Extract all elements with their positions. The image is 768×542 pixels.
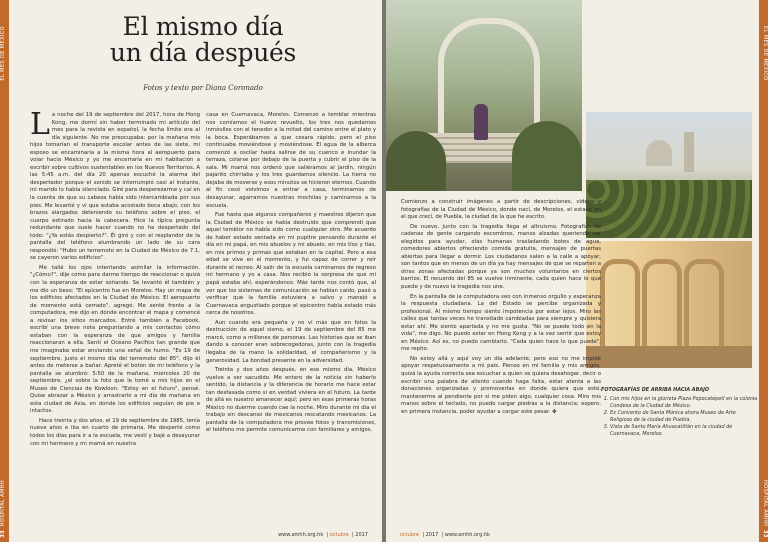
left-page [0,0,382,542]
title-line-2: un día después [109,38,297,67]
article-column-3 [401,199,601,416]
article-column-2 [206,112,376,435]
page-footer: octubre | 2017 | www.amhh.org.hk [400,532,490,538]
gazebo-arch [438,18,540,144]
footer-year: 2017 [355,532,368,538]
paragraph: Treinta y dos años después, en ese mismo día, México vuelve a ser sacudido. Me entero de la noticia sin haberlo sentido, la distancia y la diferencia de horario me hace estar tan desfasada como si en verdad viviera en el futuro. La tarde de allá es nuestro amanecer aquí; pero en esas primeras horas México no duerme cuando cae la noche. Miro durante mi día el trabajo sin descanso de mexicanos rescatando mexicanos. La pantalla de la computadora me provee fotos y transmisiones, el teléfono me permite comunicarme con familiares y amigos. [206,367,376,434]
magazine-tag: HOSPITAL AMHH [762,479,768,526]
right-side-bar [759,0,768,542]
photo-caption [601,387,759,438]
caption-title: FOTOGRAFÍAS DE ARRIBA HACIA ABAJO [601,387,710,393]
paragraph: De nuevo, junto con la tragedia llega el altruismo. Fotografías de cadenas de gente cargando escombros, manos alzadas queriendo ser elegidos para ayudar, olas humanas trasladando botes de agua, comedores abiertos ofreciendo comida gratuita, mensajes de puertas abiertas para llegar a dormir. Los ciudadanos salen a la calle a apoyar, son tantos que en menos de un día ya hay mensajes de que se reparten a otras zonas afectadas porque ya son muchos voluntarios en ciertos barrios. El recuerdo del 85 se vuelve inminente, cada quien hace lo que puede y de nuevo la tragedia nos une. [401,223,601,291]
title-line-1: El mismo día [122,12,284,41]
right-page [386,0,768,542]
paragraph: Me tallé los ojos intentando asimilar la información. "¿Cómo?", dije como para darme tiempo de reaccionar o quizá con la esperanza de estar soñando. Se levantó él también y me dio un beso: "El epicentro fue en Morelos. Hay un mapa de los edificios afectados en la Ciudad de México. El aeropuerto de momento está cerrado", agregó. Me senté frente a la computadora, me dijo en dónde encontrar el mapa y comencé a revisar los sitios marcados. Entré también a Facebook, escribí una breve nota preguntando a mis contactos cómo estaban con la esperanza de que amigos y familia reaccionaran a ella. Sentí el Océano Pacífico tan grande que me imaginaba estar enviando una señal de humo. "Es 19 de septiembre, justo el mismo día del terremoto del 85", dijo él antes de meterse a bañar. Apreté el botón de mi teléfono y la pantalla se alumbró: 5:50 de la mañana, miércoles 20 de septiembre, ¿el sobre la foto que le tomé a mis hijos en el Museo de Ciencias de Kowloon. "Estoy en el futuro", pensé. Quise abrazar a México y arrastrarlo a mi día de mañana en esta ciudad de Asia, en donde los edificios seguían de pie e intactos. [30,264,200,415]
footer-month: octubre [400,532,420,538]
caption-item: 2. Ex Convento de Santa Mónica ahora Museo de Arte Religioso de la ciudad de Puebla. [610,410,759,424]
byline: Fotos y texto por Diana Coronado [143,84,263,92]
person-figure [474,104,488,140]
paragraph: Aun cuando era pequeña y no vi más que en fotos la destrucción de aquel sismo, el 19 de septiembre del 85 me marcó, como a millones de personas. Las historias que se iban dando a conocer eran sobrecogedoras, junto con la tragedia llegaba de la mano la solidaridad, el compañerismo y la generosidad. La bondad presente en la adversidad. [206,319,376,364]
footer-month: octubre [329,532,349,538]
caption-item: 3. Vista de Santo María Ahuacatitlán en la ciudad de Cuernavaca, Morelos. [610,424,759,438]
photo-city-view [586,112,752,238]
caption-list [601,396,759,438]
arcade-floor [586,346,752,368]
footer-url: www.amhh.org.hk [278,532,324,538]
caption-item: 1. Con mis hijos en la glorieta Plaza Popocatépetl en la colonia Condesa de la Ciudad de México. [610,396,759,410]
magazine-tag: HOSPITAL AMHH [0,479,6,526]
page-number: 33 [0,530,6,538]
paragraph: Fue hasta que algunos compañeros y maestros dijeron que la Ciudad de México se había destruido que comprendí que aquel temblor no había sido como cualquier otro. Me acuerdo de haber estado sentada en mi pupitre pensando durante el día en mi papá, en mis abuelos y mi abuelo, en mis tíos y tías, en mis primos y primas que estaban en la capital. Pero a esa edad se vive en el momento, y fui capaz de correr y reír durante el recreo. Al salir de la escuela caminamos de regreso mi hermano y yo a casa. Nos recibió la sorpresa de que mi papá estaba ahí, esperándonos. Más tarde nos contó que, al ver que los sistemas de comunicación se habían caído, pasó a verificar que la familia estuviera a salvo y manejó a Cuernavaca angustiado porque el epicentro había estado más cerca de nosotros. [206,212,376,317]
paragraph: Comienzo a construir imágenes a partir de descripciones, videos y fotografías de la Ciudad de México, donde nací, de Morelos, el estado en el que crecí, de Puebla, la ciudad de la que he escrito. [401,199,601,221]
shrub [512,121,582,191]
footer-year: 2017 [425,532,439,538]
tree-canopy [586,180,752,238]
section-tag: EL MES DE MEXICO [762,26,768,81]
paragraph: En la pantalla de la computadora veo con inmenso orgullo y esperanza la respuesta ciudadana. La del Estado se percibe organizada y profesional. Al mismo tiempo siento impotencia por estar lejos. Miro las calles que tantas veces he transitado cambiadas para siempre y quisiera estar ahí. Me siento apartada y no me gusta. "No se puede todo en la vida", me digo. No puedo estar en Hong Kong y a la vez sentir que estoy en México. Así es, no puedo cambiarlo. "Cada quien hace lo que puede", me repito. [401,293,601,353]
section-tag: EL MES DE MEXICO [0,26,6,81]
page-number: 33 [762,530,768,538]
article-column-1 [30,107,200,448]
photo-arcade [586,241,752,368]
photo-garden-gazebo [386,0,582,191]
church-tower [684,132,694,172]
article-title [28,14,378,66]
paragraph: casa en Cuernavaca, Morelos. Comenzó a temblar mientras nos comíamos el huevo revuelto, los tres nos quedamos inmóviles con el tenedor a la mitad del camino entre el plato y la boca. Esperábamos a que cesara rápido, pero el piso continuaba moviéndose y moviéndose. El agua de la alberca comenzó a oscilar hasta salirse de su cuenco e inundar la terraza, colarse por debajo de la puerta y cubrir el piso de la sala. Mi mamá nos ordenó que saliéramos al jardín, ningún pajarito chirriaba y los tres guardamos silencio. La tierra no dejaba de moverse y esos minutos se hicieron eternos. Cuando al fin cesó volvimos a entrar a casa, terminamos de desayunar, agarramos nuestras mochilas y caminamos a la escuela. [206,112,376,209]
footer-url: www.amhh.org.hk [444,532,490,538]
shrub [386,131,446,191]
paragraph: No estoy allá y aquí voy un día adelante, pero eso no me impide apoyar respetuosamente a mi país. Pienso en mi familia y mis amigos, quizá la ayuda correcta sea escuchar a quien se quiera desahogar, decir o escribir una palabra de aliento cuando haga falta, estar atenta a las donaciones organizadas y promoverlas en donde quiera que esté, mantenerme al pendiente por si me piden algo, cualquier cosa. Miro mis manos sobre el teclado, no puedo cargar piedras a la distancia; espero, en primera instancia, poder ayudar a cargar este pesar. ✤ [401,355,601,415]
page-footer: www.amhh.org.hk | octubre | 2017 [278,532,368,538]
paragraph: La noche del 19 de septiembre del 2017, hora de Hong Kong, me dormí sin haber terminado mi artículo del mes para la revista en español, la fecha límite era al día siguiente. No me preocupaba: por la mañana mis hijos tomarían el transporte escolar antes de las siete, mi esposo se encaminaría a la misma hora al aeropuerto para volar hacia México y yo me encerraría en mi habitación a escribir sobre cultivos sustentables en los Nuevos Territorios. A las 5:45 a.m. del día 20 apenas escuché la alarma del despertador porque el sonido se interrumpió casi al instante, mi marido lo había silenciado. Giré para desperezarme y caí en la cuenta de que su cabeza había sido intercambiada por sus pies. Me levanté y vi que estaba acostado boca abajo, con los brazos alargados deteniendo su teléfono sobre el piso, el cuerpo estirado hacia la cabecera. Hice la típica pregunta redundante que suele hacer cuando no he despertado del todo: "¿Ya estás despierto?". Él giró y con el resplandor de la pantalla del teléfono alumbrando un lado de su cara respondió: "Hubo un terremoto en la Ciudad de México de 7.1, se cayeron varios edificios". [30,107,200,262]
drop-cap: L [30,107,50,142]
left-side-bar [0,0,9,542]
church-dome [646,140,672,166]
paragraph: Hace treinta y dos años, el 19 de septiembre de 1985, tenía nueve años e iba en cuarto de primaria. Me desperté como todos los días para ir a la escuela, me vestí y bajé a desayunar con mi hermano y mi mamá en nuestra [30,417,200,447]
